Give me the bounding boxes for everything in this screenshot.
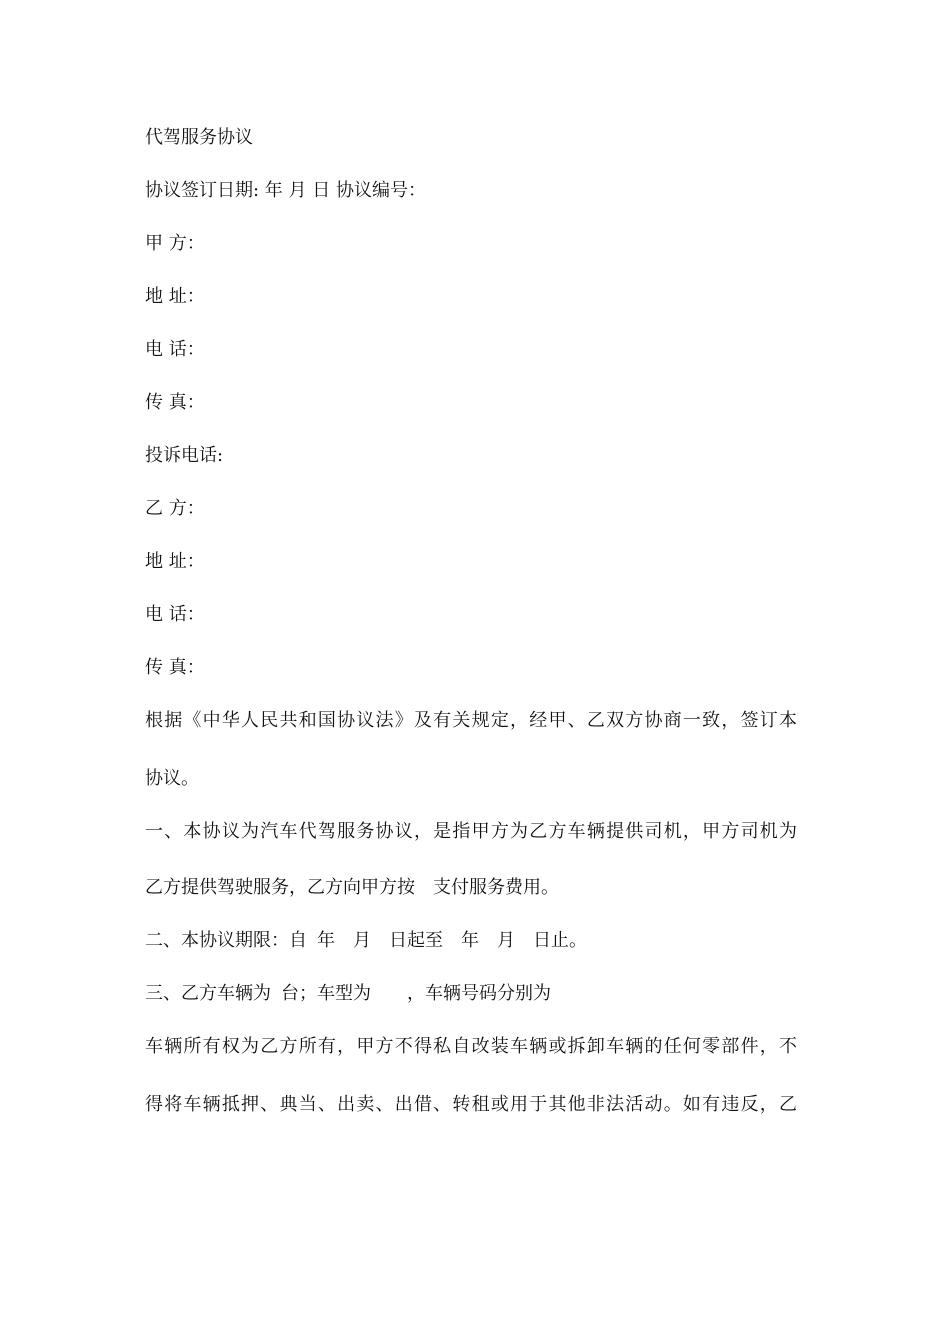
- sign-date-line: 协议签订日期: 年 月 日 协议编号：: [145, 180, 426, 201]
- party-a-address: 地 址：: [145, 286, 205, 307]
- clause-3-paragraph-line-1: 车辆所有权为乙方所有，甲方不得私自改装车辆或拆卸车辆的任何零部件，不: [145, 1036, 797, 1057]
- clause-3-line: [145, 982, 551, 1006]
- clause-2-line: [145, 929, 587, 953]
- clause-1-line-2: [145, 876, 559, 900]
- clause-2-year-1: 年: [317, 930, 335, 951]
- document-title: 代驾服务协议: [145, 127, 253, 148]
- party-b-address: 地 址：: [145, 551, 205, 572]
- clause-2-day-start: 日起至: [389, 930, 443, 951]
- clause-2-year-2: 年: [461, 930, 479, 951]
- clause-3-paragraph-line-2: 得将车辆抵押、典当、出卖、出借、转租或用于其他非法活动。如有违反，乙: [145, 1094, 797, 1115]
- clause-2-month-1: 月: [353, 930, 371, 951]
- preamble-line-1: 根据《中华人民共和国协议法》及有关规定，经甲、乙双方协商一致，签订本: [145, 710, 797, 731]
- party-a-fax: 传 真：: [145, 392, 205, 413]
- party-a-phone: 电 话：: [145, 339, 205, 360]
- clause-2-day-end: 日止。: [533, 930, 587, 951]
- clause-3-plates: ，车辆号码分别为: [407, 983, 551, 1004]
- clause-1-text-b: 支付服务费用。: [433, 877, 559, 898]
- preamble-line-2: 协议。: [145, 768, 199, 789]
- clause-3-model: 台；车型为: [281, 983, 371, 1004]
- clause-1-line-1: 一、本协议为汽车代驾服务协议，是指甲方为乙方车辆提供司机，甲方司机为: [145, 821, 797, 842]
- clause-3-lead: 三、乙方车辆为: [145, 983, 271, 1004]
- clause-2-lead: 二、本协议期限：自: [145, 930, 307, 951]
- clause-1-text-a: 乙方提供驾驶服务，乙方向甲方按: [145, 877, 415, 898]
- party-a-label: 甲 方：: [145, 233, 205, 254]
- clause-2-month-2: 月: [497, 930, 515, 951]
- party-b-phone: 电 话：: [145, 604, 205, 625]
- party-b-label: 乙 方：: [145, 498, 205, 519]
- party-b-fax: 传 真：: [145, 657, 205, 678]
- party-a-complaint-phone: 投诉电话:: [145, 445, 224, 466]
